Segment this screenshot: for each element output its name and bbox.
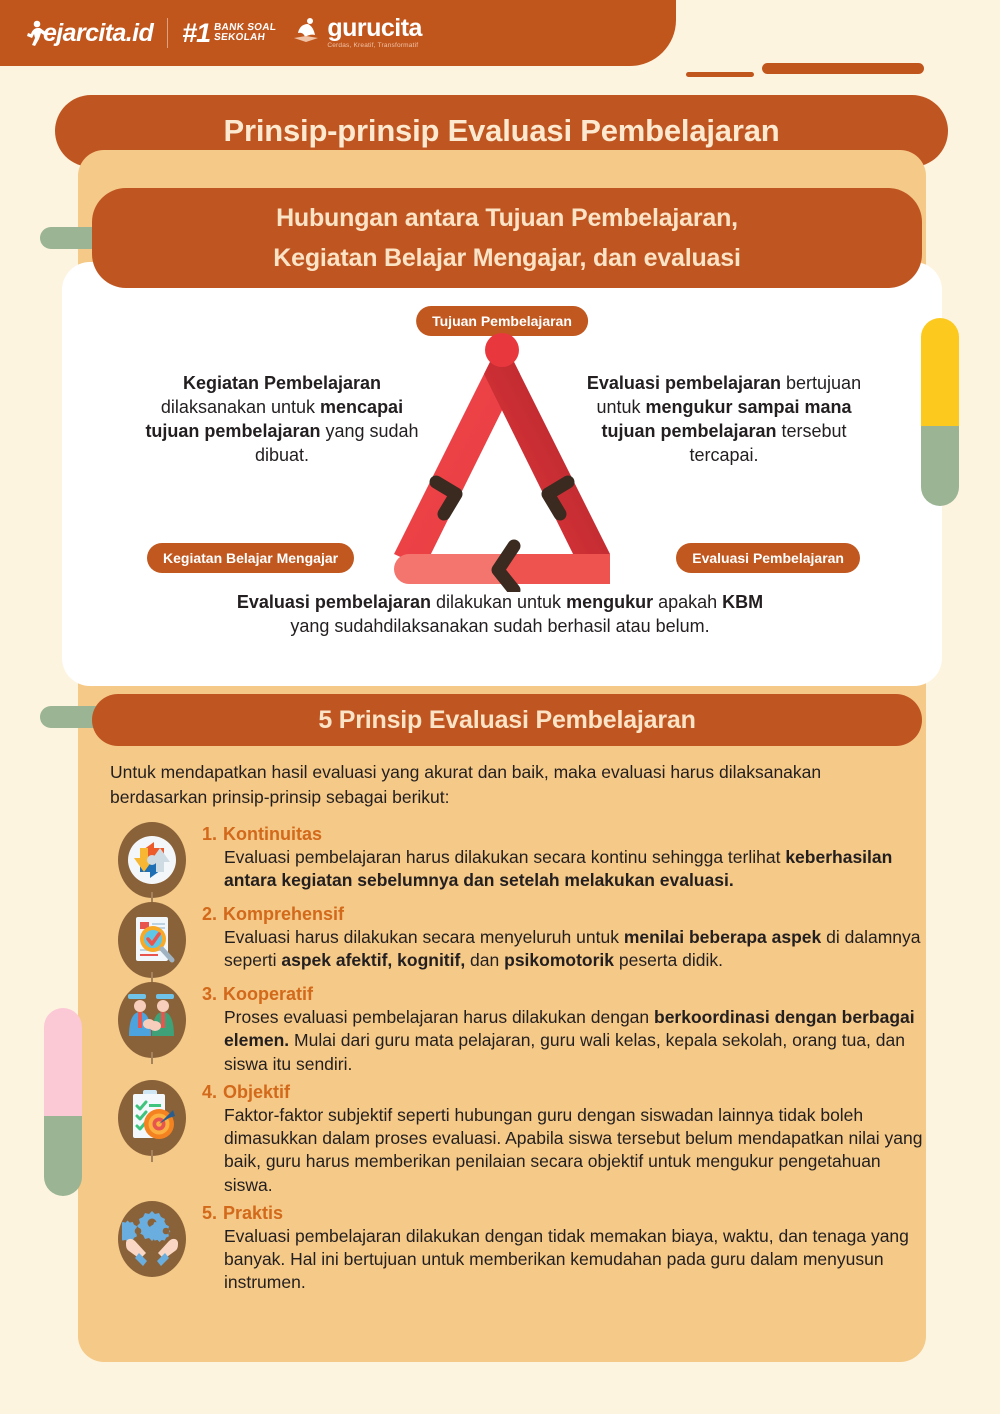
gurucita-bird-icon: [290, 15, 322, 52]
gurucita-name: gurucita: [327, 14, 422, 43]
principle-body: [202, 822, 930, 893]
principle-description: Proses evaluasi pembelajaran harus dilakukan dengan berkoordinasi dengan berbagai elemen. Mulai dari guru mata pelajaran, guru wali kelas, kepala sekolah, orang tua, dan siswa itu sendiri.: [224, 1007, 915, 1074]
principle-title: Komprehensif: [223, 904, 345, 924]
gurucita-logo: [290, 15, 422, 52]
diagram-node-evaluasi-pembelajaran: [676, 543, 860, 573]
kejarcita-logo-text: ejarcita.id: [43, 18, 154, 47]
section1-heading-line2: Kegiatan Belajar Mengajar, dan evaluasi: [273, 244, 741, 272]
principle-number: 5.: [202, 1202, 218, 1223]
principle-body: [202, 1080, 930, 1197]
principle-description: Evaluasi harus dilakukan secara menyeluruh untuk menilai beberapa aspek di dalamnya seperti aspek afektif, kognitif, dan psikomotorik peserta didik.: [224, 927, 921, 971]
rank-line-2: SEKOLAH: [213, 32, 266, 43]
principle-description: Evaluasi pembelajaran dilakukan dengan tidak memakan biaya, waktu, dan tenaga yang banyak. Hal ini bertujuan untuk memberikan kemudahan pada guru dalam menyusun instrumen.: [224, 1225, 909, 1293]
principle-number: 1.: [202, 824, 218, 844]
section2-intro: Untuk mendapatkan hasil evaluasi yang akurat dan baik, maka evaluasi harus dilaksanakan berdasarkan prinsip-prinsip sebagai berikut:: [110, 762, 822, 807]
principle-icon-column: [110, 1201, 202, 1277]
principle-icon-column: [110, 982, 202, 1058]
diagram-node-right-label: Evaluasi Pembelajaran: [692, 550, 844, 566]
principle-title: Praktis: [223, 1202, 284, 1223]
principle-icon-column: [110, 822, 202, 898]
decor-dash-thick: [762, 63, 924, 74]
rank-number: #1: [182, 17, 211, 48]
list-item: [110, 1201, 930, 1295]
diagram-node-top-label: Tujuan Pembelajaran: [432, 313, 572, 329]
hands-holding-gears-icon: [118, 1201, 186, 1277]
document-magnifier-check-icon: [118, 902, 186, 978]
list-item: [110, 982, 930, 1076]
gurucita-tagline: Cerdas, Kreatif, Transformatif: [327, 42, 419, 50]
principle-number: 4.: [202, 1081, 218, 1102]
edge-pill-left: [44, 1008, 82, 1196]
rank-line-1: BANK SOAL: [213, 21, 278, 33]
list-item: [110, 1080, 930, 1197]
section1-heading-line1: Hubungan antara Tujuan Pembelajaran,: [276, 203, 738, 232]
logo-divider: [167, 18, 168, 48]
principle-number: 2.: [202, 904, 218, 924]
list-item: [110, 902, 930, 978]
diagram-text-left: Kegiatan Pembelajaran dilaksanakan untuk mencapai tujuan pembelajaran yang sudah dibuat.: [145, 373, 419, 465]
checklist-target-dart-icon: [118, 1080, 186, 1156]
kejarcita-logo: [26, 19, 153, 48]
edge-pill-left-pink: [44, 1008, 82, 1116]
principle-body: [202, 1201, 930, 1295]
running-person-icon: [26, 20, 46, 46]
principle-description: Faktor-faktor subjektif seperti hubungan guru dengan siswadan lainnya tidak boleh dimasukkan dalam proses evaluasi. Apabila siswa tersebut belum mendapatkan nilai yang baik, guru harus memberikan penilaian secara objektif untuk mengukur pengetahuan siswa.: [224, 1104, 923, 1195]
timeline-connector: [151, 1150, 153, 1162]
diagram-text-right: Evaluasi pembelajaran bertujuan untuk mengukur sampai mana tujuan pembelajaran tersebut tercapai.: [586, 373, 862, 465]
edge-pill-left-green: [44, 1116, 82, 1196]
principle-title: Kooperatif: [223, 984, 314, 1004]
principle-title: Objektif: [223, 1081, 291, 1102]
principle-body: [202, 982, 930, 1076]
rank-badge: [182, 18, 276, 49]
brand-bar: [0, 0, 676, 66]
principle-description: Evaluasi pembelajaran harus dilakukan secara kontinu sehingga terlihat keberhasilan antara kegiatan sebelumnya dan setelah melakukan evaluasi.: [224, 847, 893, 891]
diagram-node-left-label: Kegiatan Belajar Mengajar: [163, 550, 339, 566]
principle-icon-column: [110, 1080, 202, 1156]
principle-body: [202, 902, 930, 973]
list-item: [110, 822, 930, 898]
two-people-handshake-icon: [118, 982, 186, 1058]
diagram-text-bottom: Evaluasi pembelajaran dilakukan untuk mengukur apakah KBM yang sudahdilaksanakan sudah berhasil atau belum.: [236, 592, 764, 637]
cycle-arrows-icon: [118, 822, 186, 898]
diagram-node-kegiatan-belajar-mengajar: [147, 543, 354, 573]
principle-icon-column: [110, 902, 202, 978]
section2-heading-banner: [92, 694, 922, 746]
timeline-connector: [151, 1052, 153, 1064]
decor-dash-thin: [686, 72, 754, 77]
principle-title: Kontinuitas: [223, 824, 323, 844]
principle-number: 3.: [202, 984, 218, 1004]
section2-heading: 5 Prinsip Evaluasi Pembelajaran: [318, 705, 696, 734]
page-title: Prinsip-prinsip Evaluasi Pembelajaran: [223, 113, 780, 148]
principles-list: [110, 822, 930, 1299]
